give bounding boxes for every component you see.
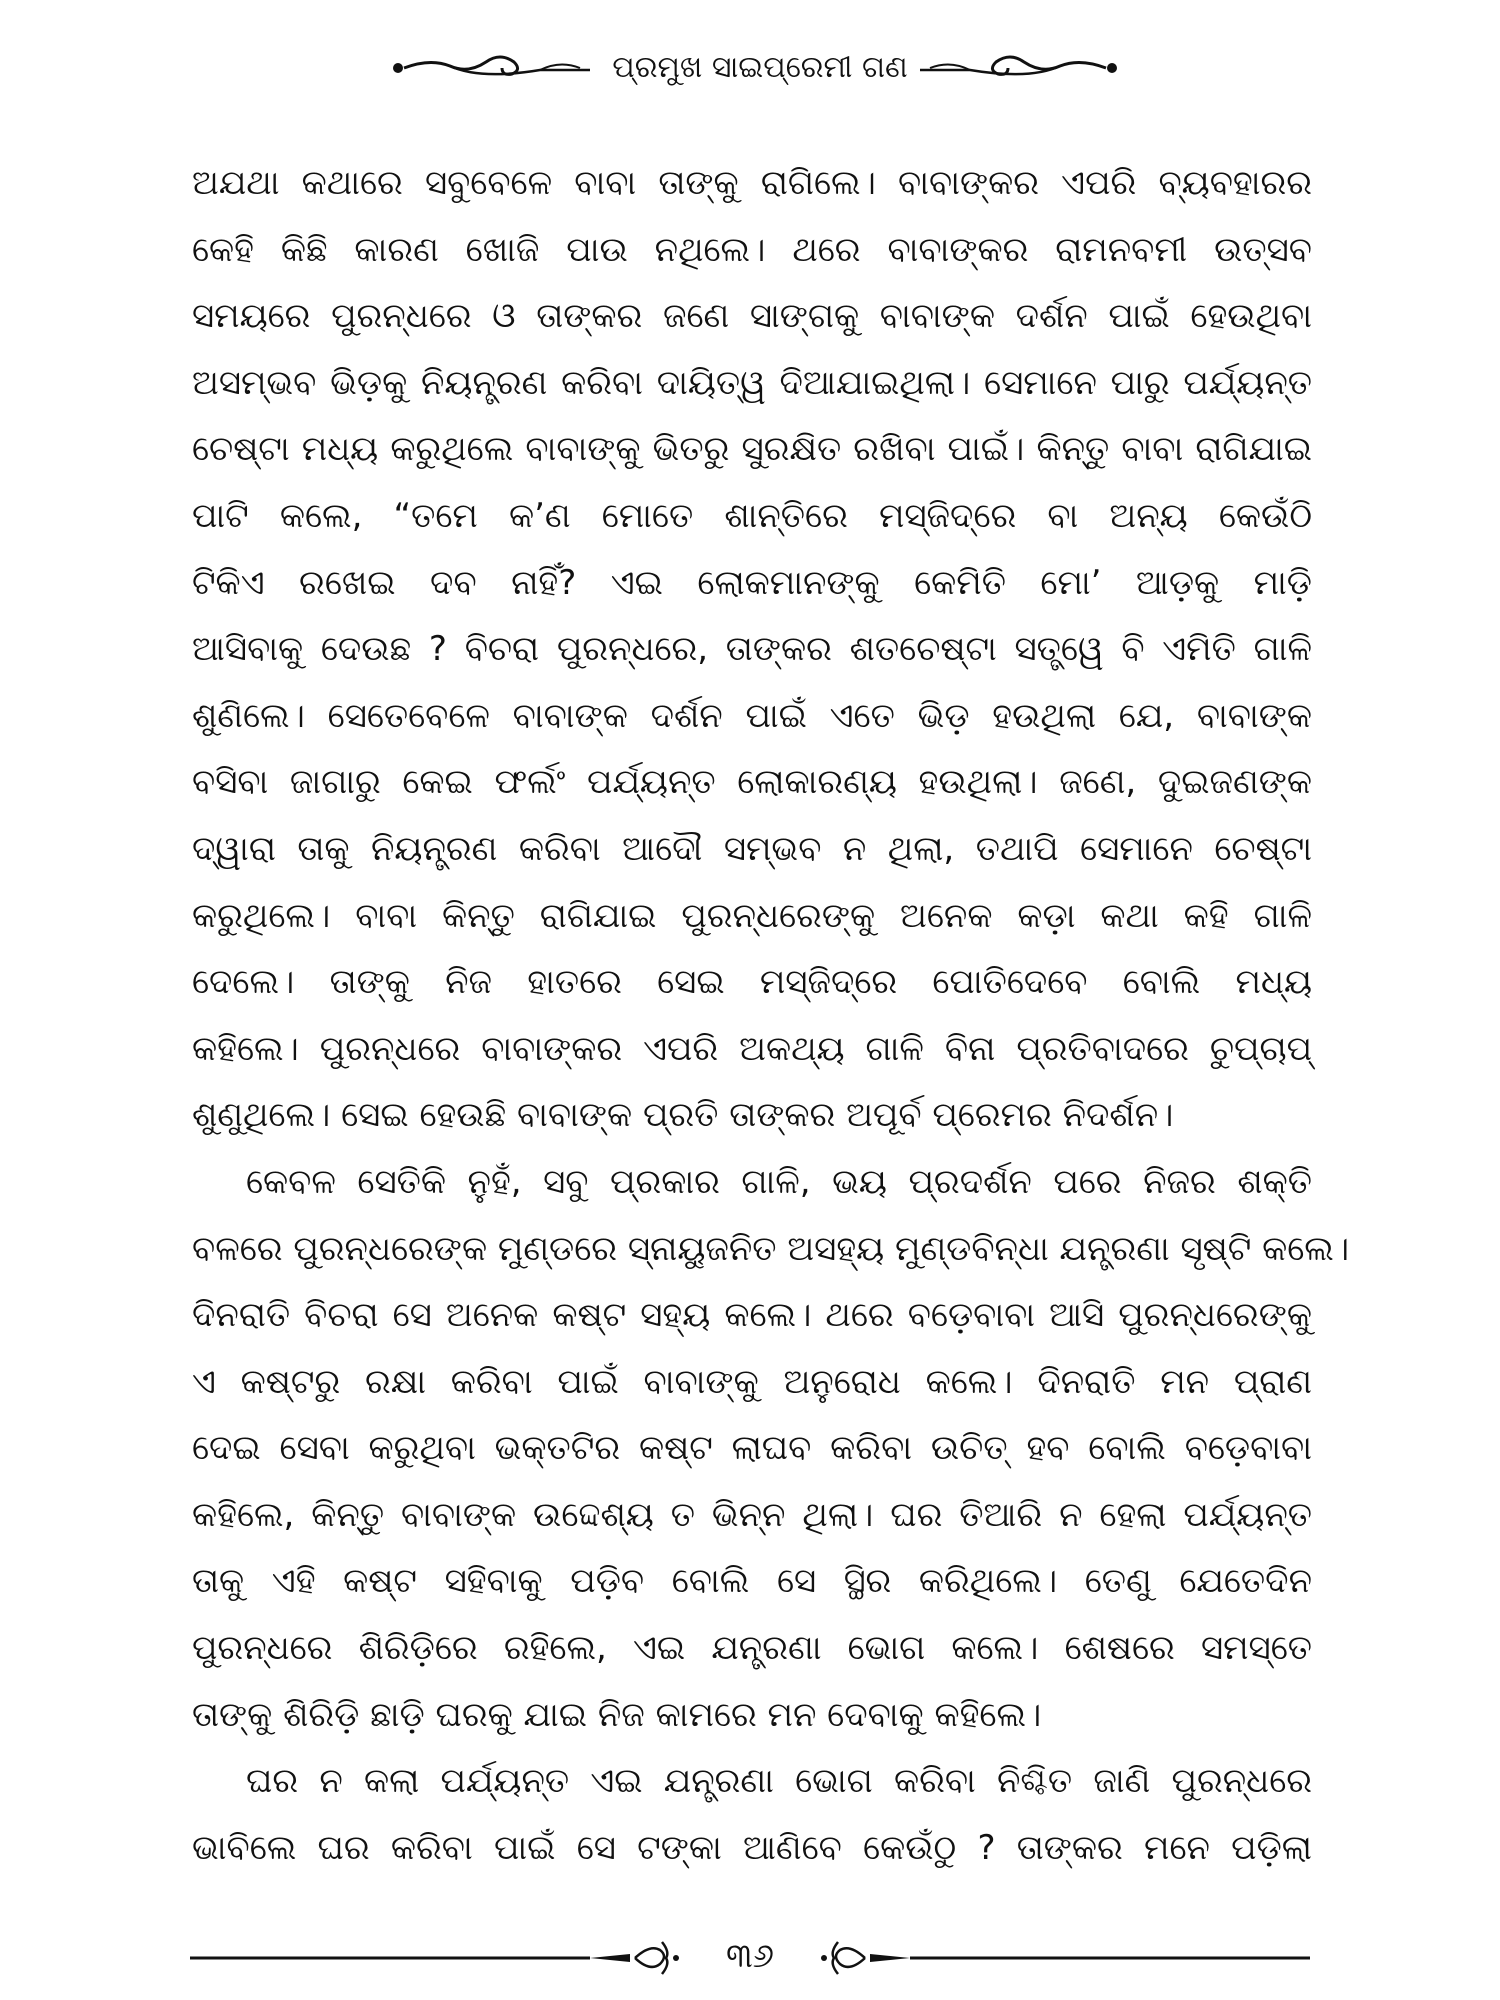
text-line: ଦେଇ ସେବା କରୁଥିବା ଭକ୍ତଟିର କଷ୍ଟ ଲାଘବ କରିବା ଉଚିତ୍ ହବ ବୋଲି ବଡ଼େବାବା [192,1428,1312,1469]
body-text [192,150,1350,1881]
text-line: ଅଯଥା କଥାରେ ସବୁବେଳେ ବାବା ତାଙ୍କୁ ରାଗିଲେ। ବାବାଙ୍କର ଏପରି ବ୍ୟବହାରର [192,163,1312,203]
text-line: କେବଳ ସେତିକି ନୁହଁ, ସବୁ ପ୍ରକାର ଗାଳି, ଭୟ ପ୍ରଦର୍ଶନ ପରେ ନିଜର ଶକ୍ତି [246,1161,1312,1202]
text-line: ଘର ନ କଲା ପର୍ଯ୍ୟନ୍ତ ଏଇ ଯନ୍ତ୍ରଣା ଭୋଗ କରିବା ନିଶ୍ଚିତ ଜାଣି ପୁରନ୍ଧରେ [246,1761,1312,1802]
page-footer [190,1930,1310,1986]
paragraph [192,1748,1312,1881]
text-line: ଏ କଷ୍ଟରୁ ରକ୍ଷା କରିବା ପାଇଁ ବାବାଙ୍କୁ ଅନୁରୋଧ କଲେ। ଦିନରାତି ମନ ପ୍ରାଣ [192,1361,1312,1402]
running-header [390,40,1120,94]
text-line: ବସିବା ଜାଗାରୁ କେଇ ଫର୍ଲଂ ପର୍ଯ୍ୟନ୍ତ ଲୋକାରଣ୍ୟ ହଉଥିଲା। ଜଣେ, ଦୁଇଜଣଙ୍କ [192,762,1312,803]
text-line: ସମୟରେ ପୁରନ୍ଧରେ ଓ ତାଙ୍କର ଜଣେ ସାଙ୍ଗକୁ ବାବାଙ୍କ ଦର୍ଶନ ପାଇଁ ହେଉଥିବା [192,296,1312,337]
text-line: ବଳରେ ପୁରନ୍ଧରେଙ୍କ ମୁଣ୍ଡରେ ସ୍ନାୟୁଜନିତ ଅସହ୍ୟ ମୁଣ୍ଡବିନ୍ଧା ଯନ୍ତ୍ରଣା ସୃଷ୍ଟି କଲେ। [192,1228,1350,1269]
text-line: ଶୁଣିଲେ। ସେତେବେଳେ ବାବାଙ୍କ ଦର୍ଶନ ପାଇଁ ଏତେ ଭିଡ଼ ହଉଥିଲା ଯେ, ବାବାଙ୍କ [192,695,1312,736]
text-line: ତାଙ୍କୁ ଶିରିଡ଼ି ଛାଡ଼ି ଘରକୁ ଯାଇ ନିଜ କାମରେ ମନ ଦେବାକୁ କହିଲେ। [192,1694,1042,1735]
paragraph [192,1149,1350,1748]
text-line: କେହି କିଛି କାରଣ ଖୋଜି ପାଉ ନଥିଲେ। ଥରେ ବାବାଙ୍କର ରାମନବମୀ ଉତ୍ସବ [192,229,1312,270]
running-header-title: ପ୍ରମୁଖ ସାଇପ୍ରେମୀ ଗଣ [612,50,908,85]
text-line: ତାକୁ ଏହି କଷ୍ଟ ସହିବାକୁ ପଡ଼ିବ ବୋଲି ସେ ସ୍ଥିର କରିଥିଲେ। ତେଣୁ ଯେତେଦିନ [192,1561,1312,1602]
text-line: ଦ୍ୱାରା ତାକୁ ନିୟନ୍ତ୍ରଣ କରିବା ଆଦୌ ସମ୍ଭବ ନ ଥିଲା, ତଥାପି ସେମାନେ ଚେଷ୍ଟା [192,828,1312,869]
text-line: ଶୁଣୁଥିଲେ। ସେଇ ହେଉଛି ବାବାଙ୍କ ପ୍ରତି ତାଙ୍କର ଅପୂର୍ବ ପ୍ରେମର ନିଦର୍ଶନ। [192,1095,1174,1136]
text-line: ପୁରନ୍ଧରେ ଶିରିଡ଼ିରେ ରହିଲେ, ଏଇ ଯନ୍ତ୍ରଣା ଭୋଗ କଲେ। ଶେଷରେ ସମସ୍ତେ [192,1628,1312,1669]
text-line: ଟିକିଏ ରଖେଇ ଦବ ନାହିଁ? ଏଇ ଲୋକମାନଙ୍କୁ କେମିତି ମୋ’ ଆଡ଼କୁ ମାଡ଼ି [192,562,1312,603]
text-line: ଅସମ୍ଭବ ଭିଡ଼କୁ ନିୟନ୍ତ୍ରଣ କରିବା ଦାୟିତ୍ୱ ଦିଆଯାଇଥିଲା। ସେମାନେ ପାରୁ ପର୍ଯ୍ୟନ୍ତ [192,362,1312,403]
text-line: ଦେଲେ। ତାଙ୍କୁ ନିଜ ହାତରେ ସେଇ ମସ୍‌ଜିଦ୍‌ରେ ପୋତିଦେବେ ବୋଲି ମଧ୍ୟ [192,962,1312,1003]
text-line: ପାଟି କଲେ, “ତମେ କ’ଣ ମୋତେ ଶାନ୍ତିରେ ମସ୍‌ଜିଦ୍‌ରେ ବା ଅନ୍ୟ କେଉଁଠି [192,495,1312,536]
text-line: କରୁଥିଲେ। ବାବା କିନ୍ତୁ ରାଗିଯାଇ ପୁରନ୍ଧରେଙ୍କୁ ଅନେକ କଡ଼ା କଥା କହି ଗାଳି [192,895,1312,936]
text-line: ଦିନରାତି ବିଚରା ସେ ଅନେକ କଷ୍ଟ ସହ୍ୟ କଲେ। ଥରେ ବଡ଼େବାବା ଆସି ପୁରନ୍ଧରେଙ୍କୁ [192,1295,1312,1336]
text-line: ଆସିବାକୁ ଦେଉଛ ? ବିଚରା ପୁରନ୍ଧରେ, ତାଙ୍କର ଶତଚେଷ୍ଟା ସତ୍ତ୍ୱେ ବି ଏମିତି ଗାଳି [192,629,1312,670]
paragraph [192,150,1312,1149]
text-line: କହିଲେ। ପୁରନ୍ଧରେ ବାବାଙ୍କର ଏପରି ଅକଥ୍ୟ ଗାଳି ବିନା ପ୍ରତିବାଦରେ ଚୁପ୍‌ଚାପ୍ [192,1028,1312,1069]
text-line: କହିଲେ, କିନ୍ତୁ ବାବାଙ୍କ ଉଦ୍ଦେଶ୍ୟ ତ ଭିନ୍ନ ଥିଲା। ଘର ତିଆରି ନ ହେଲା ପର୍ଯ୍ୟନ୍ତ [192,1494,1312,1535]
text-line: ଭାବିଲେ ଘର କରିବା ପାଇଁ ସେ ଟଙ୍କା ଆଣିବେ କେଉଁଠୁ ? ତାଙ୍କର ମନେ ପଡ଼ିଲା [192,1827,1312,1868]
text-line: ଚେଷ୍ଟା ମଧ୍ୟ କରୁଥିଲେ ବାବାଙ୍କୁ ଭିତରୁ ସୁରକ୍ଷିତ ରଖିବା ପାଇଁ। କିନ୍ତୁ ବାବା ରାଗିଯାଇ [192,429,1312,470]
page-number: ୩୬ [725,1936,775,1976]
